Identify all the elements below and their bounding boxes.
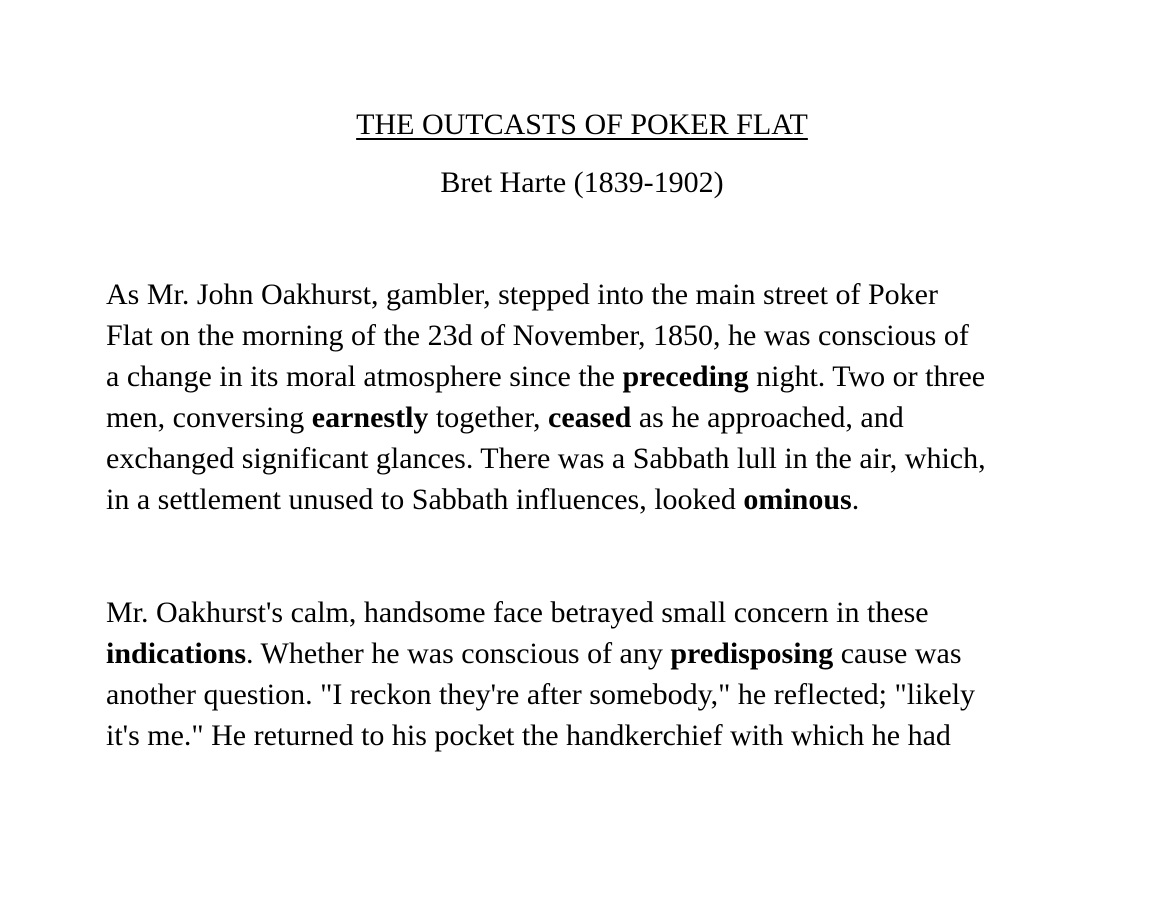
paragraph-line xyxy=(106,397,1086,438)
paragraph-2 xyxy=(106,592,1086,756)
bold-vocabulary-word: ominous xyxy=(743,483,852,516)
text-segment: as he approached, and xyxy=(631,401,904,434)
paragraph-1 xyxy=(106,274,1086,520)
text-segment: exchanged significant glances. There was a Sabbath lull in the air, which, xyxy=(106,442,986,475)
text-segment: Mr. Oakhurst's calm, handsome face betrayed small concern in these xyxy=(106,596,929,629)
bold-vocabulary-word: predisposing xyxy=(670,637,834,670)
paragraph-line xyxy=(106,715,1086,756)
paragraph-line xyxy=(106,479,1086,520)
bold-vocabulary-word: earnestly xyxy=(311,401,429,434)
text-segment: a change in its moral atmosphere since the xyxy=(106,360,623,393)
bold-vocabulary-word: ceased xyxy=(548,401,632,434)
bold-vocabulary-word: indications xyxy=(106,637,247,670)
paragraph-line xyxy=(106,356,1086,397)
text-segment: . xyxy=(851,483,860,516)
paragraph-line xyxy=(106,674,1086,715)
document-title-text: THE OUTCASTS OF POKER FLAT xyxy=(356,108,808,141)
text-segment: in a settlement unused to Sabbath influences, looked xyxy=(106,483,744,516)
text-segment: As Mr. John Oakhurst, gambler, stepped into the main street of Poker xyxy=(106,278,938,311)
text-segment: men, conversing xyxy=(106,401,312,434)
paragraph-line xyxy=(106,633,1086,674)
text-segment: together, xyxy=(428,401,549,434)
document-author: Bret Harte (1839-1902) xyxy=(440,166,724,199)
text-segment: . Whether he was conscious of any xyxy=(246,637,671,670)
document-title xyxy=(0,106,1164,144)
paragraph-line xyxy=(106,438,1086,479)
text-segment: it's me." He returned to his pocket the handkerchief with which he had xyxy=(106,719,951,752)
text-segment: night. Two or three xyxy=(748,360,986,393)
paragraph-line xyxy=(106,592,1086,633)
bold-vocabulary-word: preceding xyxy=(622,360,749,393)
text-segment: Flat on the morning of the 23d of November, 1850, he was conscious of xyxy=(106,319,969,352)
paragraph-line xyxy=(106,274,1086,315)
text-segment: cause was xyxy=(833,637,962,670)
text-segment: another question. "I reckon they're after somebody," he reflected; "likely xyxy=(106,678,976,711)
paragraph-line xyxy=(106,315,1086,356)
